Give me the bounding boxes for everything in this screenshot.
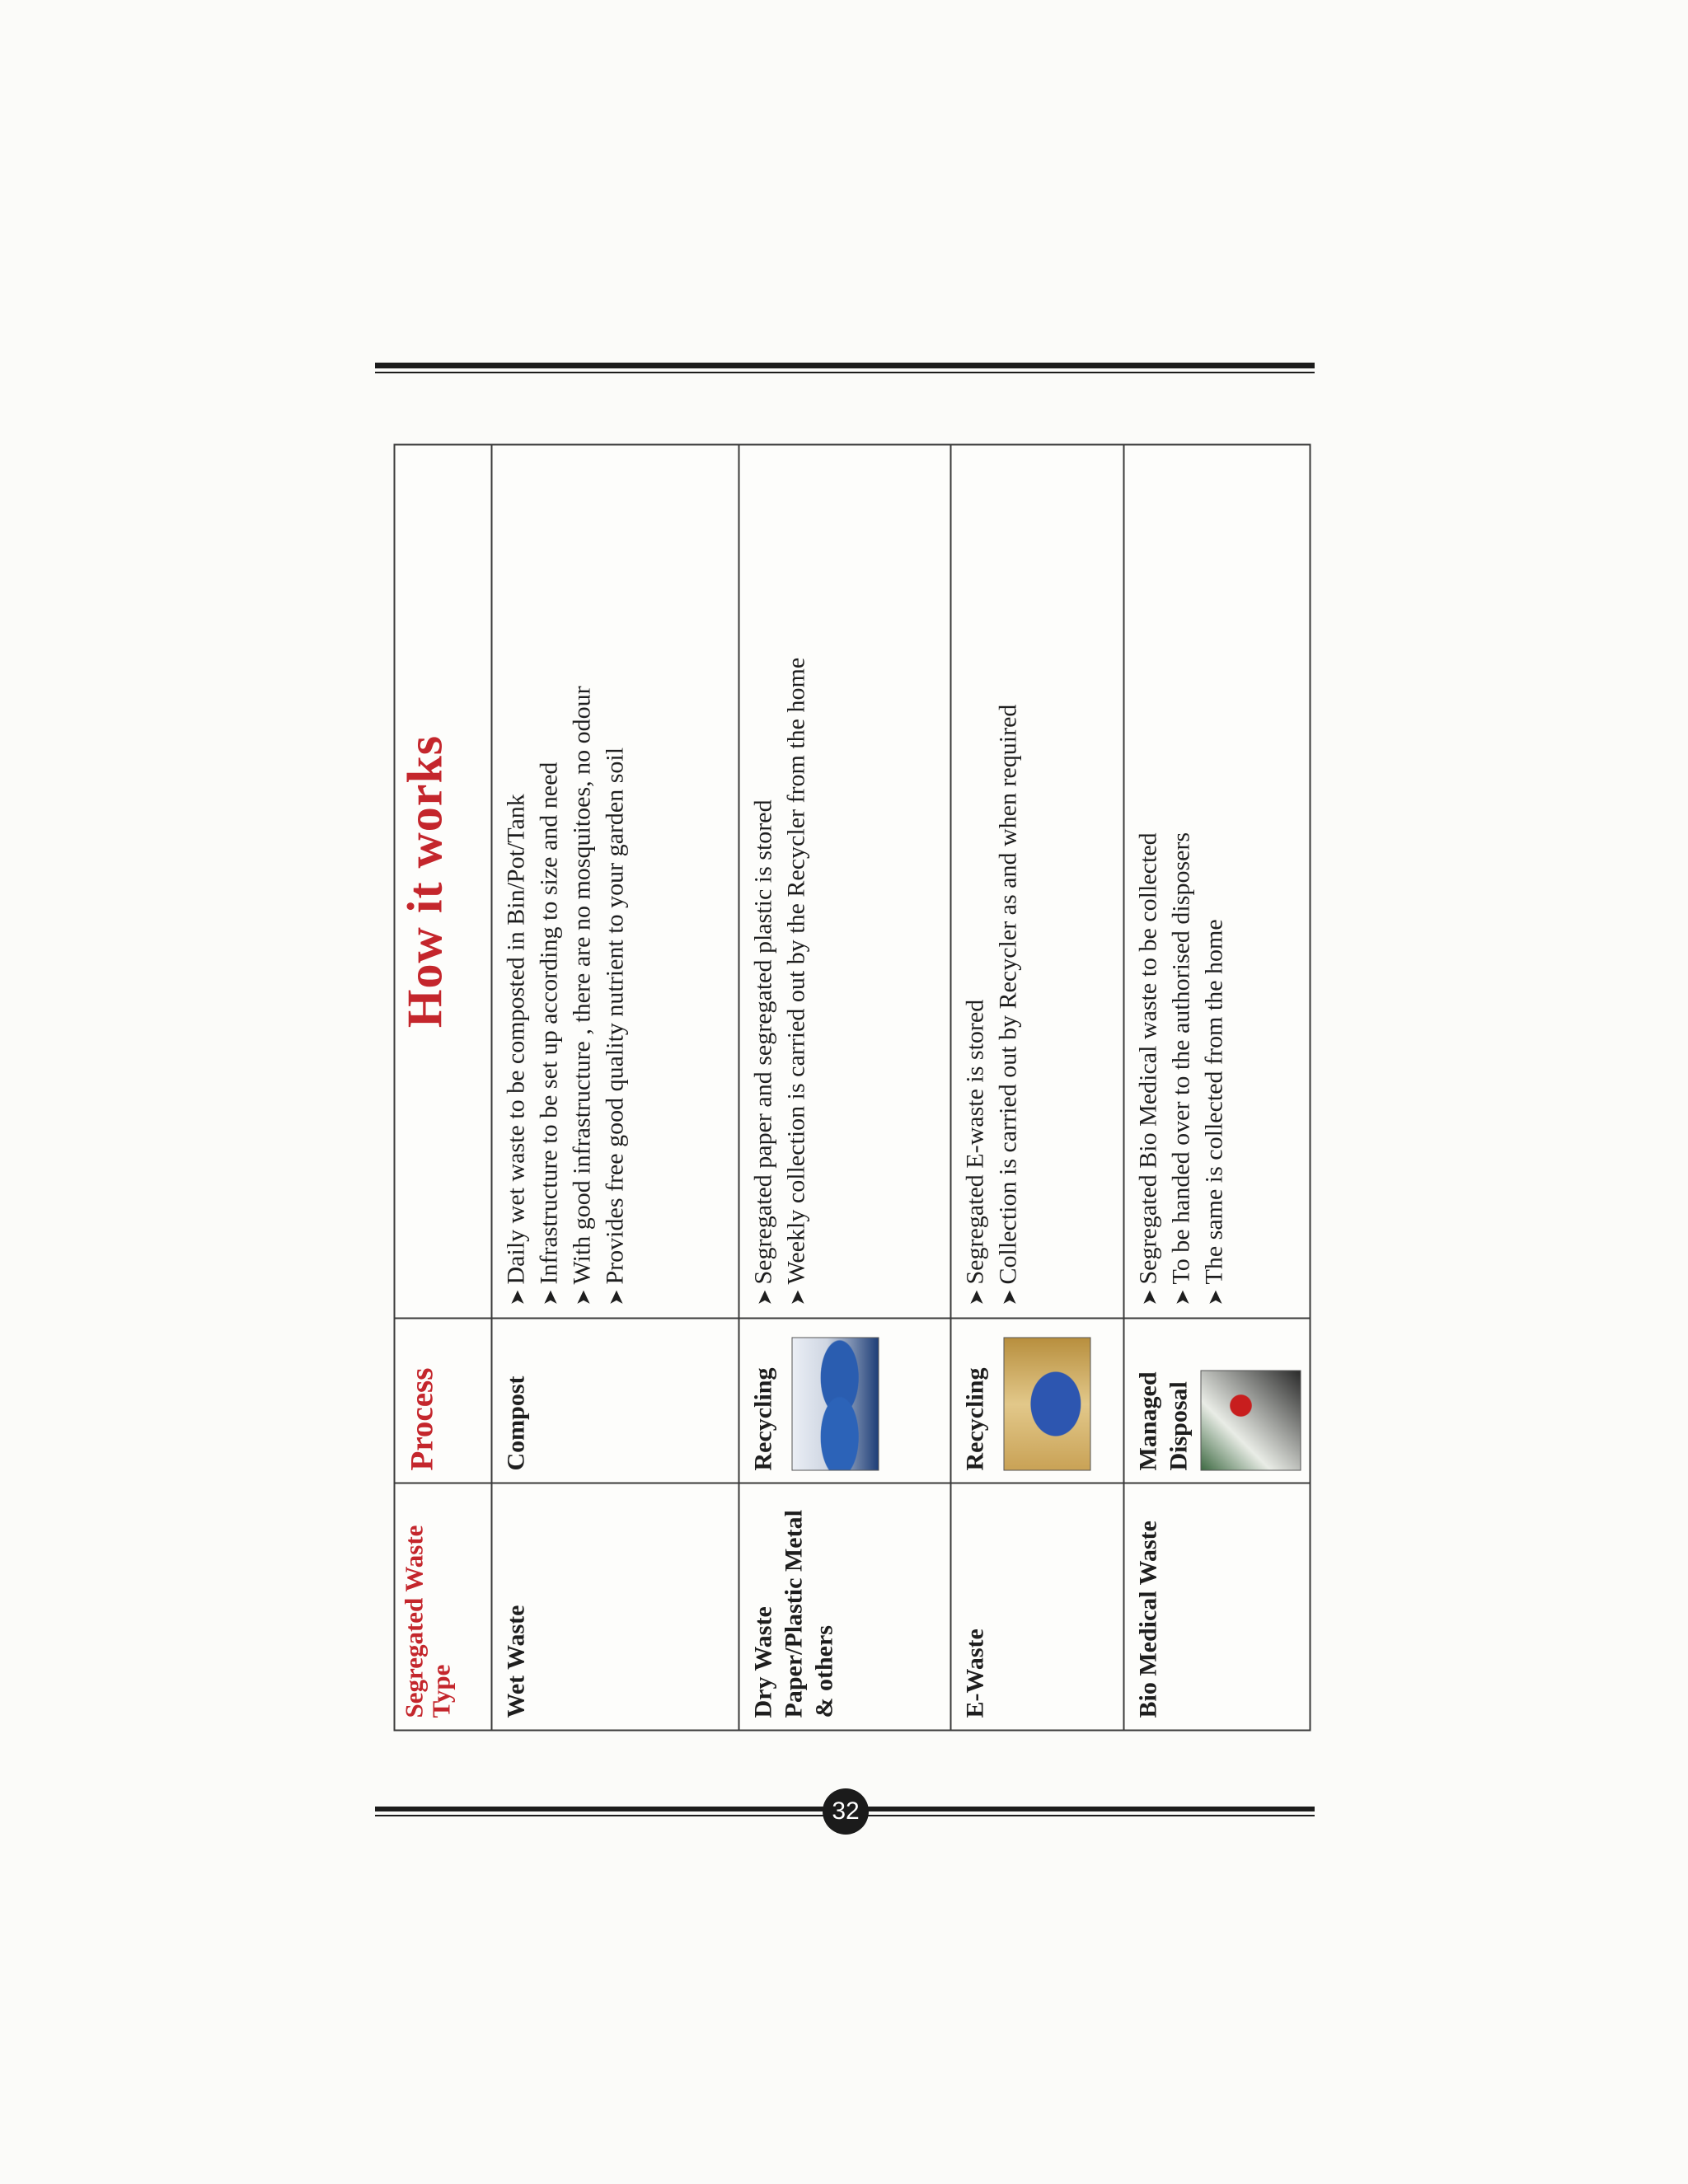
waste-table-rotated — [394, 445, 1306, 1731]
list-item: ➤Segregated E-waste is stored — [960, 457, 993, 1305]
page-number: 32 — [823, 1788, 869, 1835]
row-wet-waste-type: Wet Waste — [492, 1483, 739, 1730]
row-e-waste-process — [951, 1318, 1124, 1483]
arrowhead-bullet-icon: ➤ — [507, 1288, 529, 1305]
arrowhead-bullet-icon: ➤ — [1139, 1288, 1161, 1305]
header-waste-type: Segregated Waste Type — [395, 1483, 492, 1730]
top-rule — [375, 363, 1315, 373]
arrowhead-bullet-icon: ➤ — [999, 1288, 1021, 1305]
arrowhead-bullet-icon: ➤ — [787, 1288, 809, 1305]
row-bio-medical-how — [1124, 444, 1311, 1318]
table-row — [951, 444, 1124, 1730]
arrowhead-bullet-icon: ➤ — [1205, 1288, 1227, 1305]
row-dry-waste-type: Dry Waste Paper/Plastic Metal & others — [739, 1483, 951, 1730]
arrowhead-bullet-icon: ➤ — [540, 1288, 562, 1305]
e-waste-jar-photo — [1004, 1337, 1091, 1470]
list-item: ➤Provides free good quality nutrient to your garden soil — [600, 457, 633, 1305]
list-item: ➤Segregated paper and segregated plastic is stored — [748, 457, 781, 1305]
arrowhead-bullet-icon: ➤ — [966, 1288, 988, 1305]
arrowhead-bullet-icon: ➤ — [573, 1288, 595, 1305]
bullet-list — [960, 457, 1026, 1305]
process-label: Managed Disposal — [1134, 1371, 1193, 1470]
bullet-list — [1133, 457, 1232, 1305]
list-item: ➤To be handed over to the authorised disposers — [1166, 457, 1199, 1305]
row-dry-waste-process — [739, 1318, 951, 1483]
list-item: ➤Collection is carried out by Recycler as and when required — [993, 457, 1026, 1305]
table-header-row — [395, 444, 492, 1730]
bullet-list — [501, 457, 633, 1305]
list-item: ➤The same is collected from the home — [1199, 457, 1232, 1305]
row-wet-waste-how — [492, 444, 739, 1318]
table-row — [739, 444, 951, 1730]
row-wet-waste-process — [492, 1318, 739, 1483]
table-row — [492, 444, 739, 1730]
row-e-waste-how — [951, 444, 1124, 1318]
managed-disposal-photo — [1201, 1370, 1301, 1470]
row-bio-medical-type: Bio Medical Waste — [1124, 1483, 1311, 1730]
bullet-list — [748, 457, 814, 1305]
header-how-it-works: How it works — [395, 444, 492, 1318]
recycling-bins-photo — [792, 1337, 879, 1470]
list-item: ➤Infrastructure to be set up according to size and need — [534, 457, 567, 1305]
process-label: Compost — [502, 1375, 530, 1470]
list-item: ➤Weekly collection is carried out by the Recycler from the home — [781, 457, 814, 1305]
arrowhead-bullet-icon: ➤ — [1172, 1288, 1194, 1305]
process-label: Recycling — [961, 1367, 989, 1470]
row-bio-medical-process — [1124, 1318, 1311, 1483]
row-e-waste-type: E-Waste — [951, 1483, 1124, 1730]
process-label: Recycling — [749, 1367, 777, 1470]
header-process: Process — [395, 1318, 492, 1483]
row-dry-waste-how — [739, 444, 951, 1318]
waste-process-table — [394, 443, 1311, 1731]
list-item: ➤Segregated Bio Medical waste to be collected — [1133, 457, 1166, 1305]
arrowhead-bullet-icon: ➤ — [754, 1288, 776, 1305]
list-item: ➤Daily wet waste to be composted in Bin/Pot/Tank — [501, 457, 534, 1305]
arrowhead-bullet-icon: ➤ — [606, 1288, 628, 1305]
table-row — [1124, 444, 1311, 1730]
list-item: ➤With good infrastructure , there are no mosquitoes, no odour — [567, 457, 600, 1305]
